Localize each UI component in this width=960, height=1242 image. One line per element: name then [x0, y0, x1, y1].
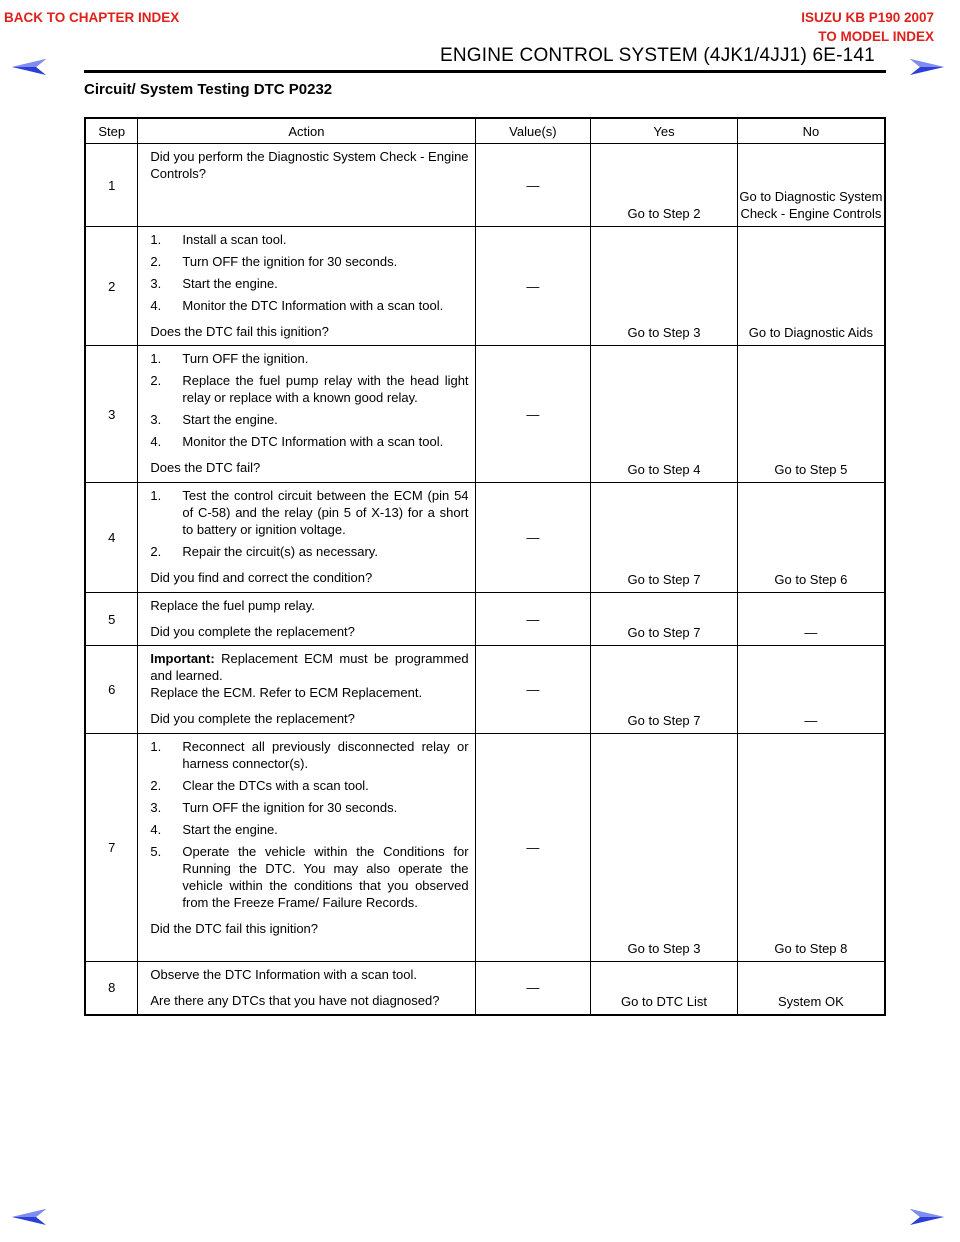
action-step-item: 1. Test the control circuit between the ECM (pin 54 of C-58) and the relay (pin 5 of X-13) for a short to battery or ignition voltage. — [150, 488, 469, 537]
action-step-item: 2. Clear the DTCs with a scan tool. — [150, 778, 369, 793]
action-step-item: 1. Turn OFF the ignition. — [150, 351, 309, 366]
header-rule — [84, 70, 886, 73]
action-intro: Observe the DTC Information with a scan tool. — [150, 967, 418, 982]
value-cell: — — [475, 962, 591, 1015]
yes-cell: Go to Step 3 — [591, 734, 738, 962]
action-step-item: 2. Turn OFF the ignition for 30 seconds. — [150, 254, 398, 269]
action-cell — [138, 483, 475, 593]
yes-cell: Go to Step 7 — [591, 593, 738, 646]
action-question: Does the DTC fail? — [150, 460, 261, 475]
action-cell — [138, 593, 475, 646]
action-question: Did you find and correct the condition? — [150, 570, 373, 585]
section-title: Circuit/ System Testing DTC P0232 — [84, 81, 333, 98]
action-intro: Replace the fuel pump relay. — [150, 598, 315, 613]
action-cell — [138, 962, 475, 1015]
step-cell: 4 — [85, 483, 138, 593]
step-cell: 6 — [85, 646, 138, 734]
next-page-arrow-icon[interactable] — [908, 58, 946, 76]
col-header-values: Value(s) — [475, 118, 591, 144]
action-steps-list — [150, 738, 468, 911]
brand-title: ISUZU KB P190 2007 — [801, 10, 934, 25]
important-note — [150, 650, 468, 684]
step-cell: 3 — [85, 346, 138, 483]
action-step-item: 2. Replace the fuel pump relay with the head light relay or replace with a known good relay. — [150, 373, 469, 405]
action-cell — [138, 346, 475, 483]
action-cell — [138, 646, 475, 734]
yes-cell: Go to Step 7 — [591, 483, 738, 593]
yes-cell: Go to Step 4 — [591, 346, 738, 483]
action-cell — [138, 144, 475, 227]
action-step-item: 4. Start the engine. — [150, 822, 278, 837]
col-header-action: Action — [138, 118, 475, 144]
no-cell: Go to Step 5 — [737, 346, 885, 483]
step-cell: 7 — [85, 734, 138, 962]
yes-cell: Go to Step 7 — [591, 646, 738, 734]
table-row — [85, 962, 885, 1015]
prev-page-arrow-icon[interactable] — [10, 58, 48, 76]
table-row — [85, 227, 885, 346]
no-cell: Go to Step 6 — [737, 483, 885, 593]
action-step-item: 3. Start the engine. — [150, 276, 278, 291]
action-step-item: 1. Reconnect all previously disconnected relay or harness connector(s). — [150, 739, 469, 771]
value-cell: — — [475, 734, 591, 962]
value-cell: — — [475, 227, 591, 346]
action-question: Are there any DTCs that you have not diagnosed? — [150, 993, 440, 1008]
important-label: Important: — [150, 651, 215, 666]
value-cell: — — [475, 483, 591, 593]
action-steps-list — [150, 231, 468, 314]
action-intro: Replace the ECM. Refer to ECM Replacement. — [150, 685, 423, 700]
table-row — [85, 593, 885, 646]
action-step-item: 1. Install a scan tool. — [150, 232, 287, 247]
no-cell: Go to Step 8 — [737, 734, 885, 962]
action-question: Did you complete the replacement? — [150, 711, 355, 726]
back-to-chapter-index-link[interactable]: BACK TO CHAPTER INDEX — [4, 10, 180, 25]
page-header-title: ENGINE CONTROL SYSTEM (4JK1/4JJ1) 6E-141 — [440, 45, 875, 66]
action-step-item: 4. Monitor the DTC Information with a scan tool. — [150, 434, 444, 449]
step-cell: 1 — [85, 144, 138, 227]
action-question: Did you complete the replacement? — [150, 624, 355, 639]
no-cell: System OK — [737, 962, 885, 1015]
step-cell: 8 — [85, 962, 138, 1015]
action-step-item: 3. Start the engine. — [150, 412, 278, 427]
action-step-item: 3. Turn OFF the ignition for 30 seconds. — [150, 800, 398, 815]
value-cell: — — [475, 646, 591, 734]
table-row — [85, 734, 885, 962]
value-cell: — — [475, 144, 591, 227]
action-intro: Did you perform the Diagnostic System Check - Engine Controls? — [150, 149, 469, 181]
prev-page-bottom-arrow-icon[interactable] — [10, 1208, 48, 1226]
no-cell: Go to Diagnostic System Check - Engine Controls — [737, 144, 885, 227]
next-page-bottom-arrow-icon[interactable] — [908, 1208, 946, 1226]
col-header-yes: Yes — [591, 118, 738, 144]
table-row — [85, 144, 885, 227]
yes-cell: Go to Step 2 — [591, 144, 738, 227]
col-header-no: No — [737, 118, 885, 144]
table-row — [85, 483, 885, 593]
no-cell: Go to Diagnostic Aids — [737, 227, 885, 346]
table-row — [85, 646, 885, 734]
table-header-row — [85, 118, 885, 144]
action-cell — [138, 734, 475, 962]
action-question: Does the DTC fail this ignition? — [150, 324, 329, 339]
no-cell: — — [737, 646, 885, 734]
action-question: Did the DTC fail this ignition? — [150, 921, 319, 936]
important-text: Replacement ECM must be programmed and learned. — [150, 651, 469, 683]
action-steps-list — [150, 350, 468, 450]
yes-cell: Go to Step 3 — [591, 227, 738, 346]
step-cell: 5 — [85, 593, 138, 646]
to-model-index-link[interactable]: TO MODEL INDEX — [818, 29, 934, 44]
dtc-diagnostic-table — [84, 117, 886, 1016]
action-step-item: 4. Monitor the DTC Information with a scan tool. — [150, 298, 444, 313]
table-row — [85, 346, 885, 483]
action-step-item: 5. Operate the vehicle within the Conditions for Running the DTC. You may also operate the vehicle within the conditions that you observed from the Freeze Frame/ Failure Records. — [150, 844, 469, 910]
value-cell: — — [475, 593, 591, 646]
value-cell: — — [475, 346, 591, 483]
action-steps-list — [150, 487, 468, 560]
yes-cell: Go to DTC List — [591, 962, 738, 1015]
action-step-item: 2. Repair the circuit(s) as necessary. — [150, 544, 378, 559]
no-cell: — — [737, 593, 885, 646]
col-header-step: Step — [85, 118, 138, 144]
step-cell: 2 — [85, 227, 138, 346]
action-cell — [138, 227, 475, 346]
